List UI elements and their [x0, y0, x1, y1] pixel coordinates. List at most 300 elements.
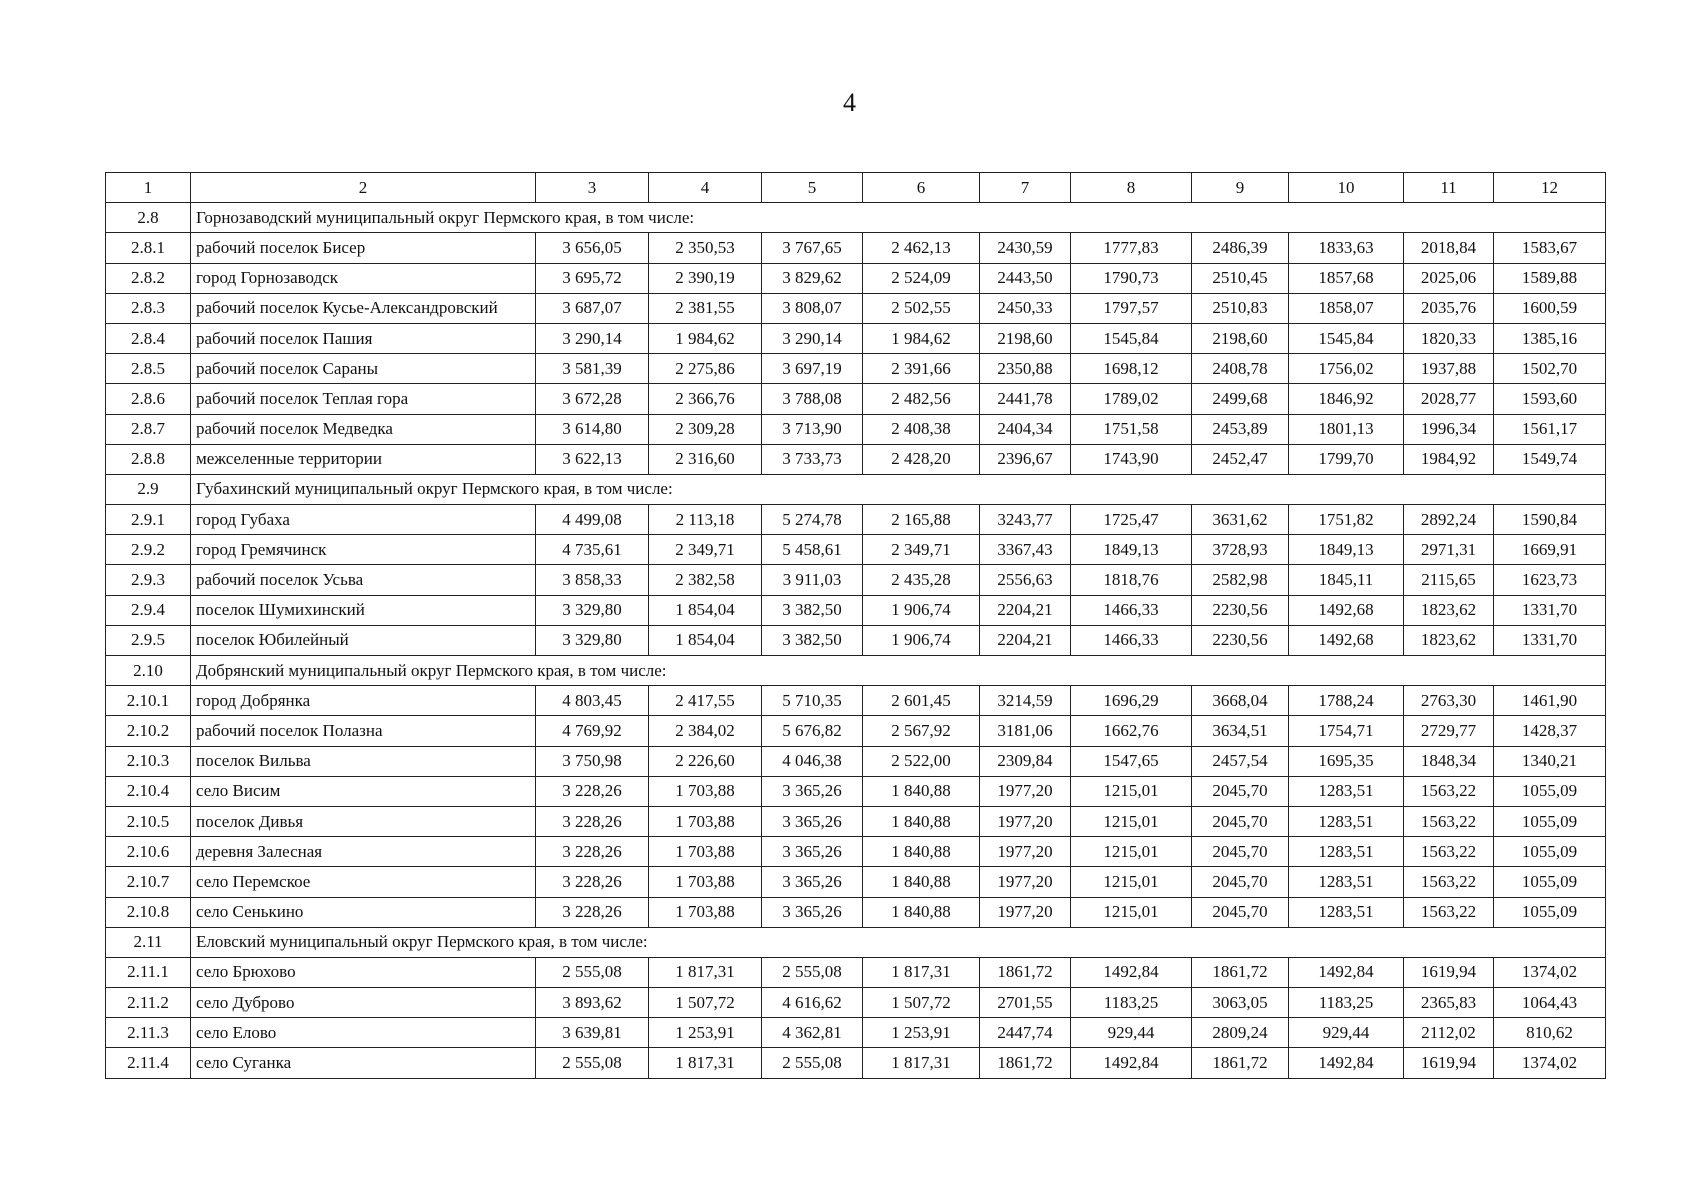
- value-cell: 2 382,58: [649, 565, 762, 595]
- value-cell: 2045,70: [1192, 897, 1289, 927]
- value-cell: 1977,20: [980, 867, 1071, 897]
- column-header: 11: [1404, 173, 1494, 203]
- section-title: Добрянский муниципальный округ Пермского края, в том числе:: [191, 656, 1606, 686]
- value-cell: 4 616,62: [762, 988, 863, 1018]
- row-code: 2.10.5: [106, 806, 191, 836]
- value-cell: 3214,59: [980, 686, 1071, 716]
- value-cell: 3 733,73: [762, 444, 863, 474]
- table-row: [106, 806, 1606, 836]
- value-cell: 1283,51: [1289, 837, 1404, 867]
- table-row: [106, 263, 1606, 293]
- settlement-name: село Елово: [191, 1018, 536, 1048]
- value-cell: 1977,20: [980, 837, 1071, 867]
- value-cell: 3 622,13: [536, 444, 649, 474]
- column-number-row: [106, 173, 1606, 203]
- value-cell: 1861,72: [1192, 957, 1289, 987]
- value-cell: 1858,07: [1289, 293, 1404, 323]
- value-cell: 2 275,86: [649, 354, 762, 384]
- value-cell: 1 817,31: [649, 957, 762, 987]
- value-cell: 3 695,72: [536, 263, 649, 293]
- value-cell: 3 228,26: [536, 897, 649, 927]
- value-cell: 2443,50: [980, 263, 1071, 293]
- value-cell: 1183,25: [1071, 988, 1192, 1018]
- settlement-name: рабочий поселок Теплая гора: [191, 384, 536, 414]
- value-cell: 3668,04: [1192, 686, 1289, 716]
- value-cell: 1563,22: [1404, 867, 1494, 897]
- settlement-name: рабочий поселок Сараны: [191, 354, 536, 384]
- value-cell: 2457,54: [1192, 746, 1289, 776]
- value-cell: 4 046,38: [762, 746, 863, 776]
- value-cell: 2 113,18: [649, 505, 762, 535]
- value-cell: 1064,43: [1494, 988, 1606, 1018]
- value-cell: 1 984,62: [649, 323, 762, 353]
- value-cell: 2 316,60: [649, 444, 762, 474]
- value-cell: 2309,84: [980, 746, 1071, 776]
- section-title: Горнозаводский муниципальный округ Пермского края, в том числе:: [191, 203, 1606, 233]
- table-row: [106, 233, 1606, 263]
- column-header: 9: [1192, 173, 1289, 203]
- settlement-name: поселок Вильва: [191, 746, 536, 776]
- value-cell: 2115,65: [1404, 565, 1494, 595]
- value-cell: 1788,24: [1289, 686, 1404, 716]
- section-row: [106, 656, 1606, 686]
- value-cell: 1428,37: [1494, 716, 1606, 746]
- value-cell: 1790,73: [1071, 263, 1192, 293]
- value-cell: 1937,88: [1404, 354, 1494, 384]
- value-cell: 2 555,08: [762, 1048, 863, 1078]
- value-cell: 2112,02: [1404, 1018, 1494, 1048]
- value-cell: 2045,70: [1192, 837, 1289, 867]
- row-code: 2.11.4: [106, 1048, 191, 1078]
- value-cell: 2 390,19: [649, 263, 762, 293]
- value-cell: 1492,84: [1289, 957, 1404, 987]
- value-cell: 1696,29: [1071, 686, 1192, 716]
- value-cell: 1777,83: [1071, 233, 1192, 263]
- value-cell: 3 788,08: [762, 384, 863, 414]
- settlement-name: село Сенькино: [191, 897, 536, 927]
- row-code: 2.8.2: [106, 263, 191, 293]
- section-title: Еловский муниципальный округ Пермского края, в том числе:: [191, 927, 1606, 957]
- value-cell: 1984,92: [1404, 444, 1494, 474]
- settlement-name: село Перемское: [191, 867, 536, 897]
- value-cell: 2 417,55: [649, 686, 762, 716]
- settlement-name: город Горнозаводск: [191, 263, 536, 293]
- value-cell: 2 366,76: [649, 384, 762, 414]
- value-cell: 2 384,02: [649, 716, 762, 746]
- value-cell: 1823,62: [1404, 595, 1494, 625]
- column-header: 5: [762, 173, 863, 203]
- settlement-name: рабочий поселок Бисер: [191, 233, 536, 263]
- settlement-name: рабочий поселок Медведка: [191, 414, 536, 444]
- settlement-name: рабочий поселок Полазна: [191, 716, 536, 746]
- value-cell: 2 226,60: [649, 746, 762, 776]
- table-row: [106, 625, 1606, 655]
- settlement-name: рабочий поселок Пашия: [191, 323, 536, 353]
- value-cell: 1 703,88: [649, 867, 762, 897]
- section-code: 2.11: [106, 927, 191, 957]
- value-cell: 1385,16: [1494, 323, 1606, 353]
- value-cell: 1797,57: [1071, 293, 1192, 323]
- value-cell: 1492,68: [1289, 625, 1404, 655]
- table-row: [106, 323, 1606, 353]
- value-cell: 5 676,82: [762, 716, 863, 746]
- value-cell: 1848,34: [1404, 746, 1494, 776]
- value-cell: 4 769,92: [536, 716, 649, 746]
- value-cell: 1055,09: [1494, 837, 1606, 867]
- section-row: [106, 474, 1606, 504]
- value-cell: 3 365,26: [762, 776, 863, 806]
- value-cell: 1 703,88: [649, 776, 762, 806]
- value-cell: 929,44: [1071, 1018, 1192, 1048]
- table-header: [106, 173, 1606, 203]
- table-row: [106, 988, 1606, 1018]
- table-row: [106, 535, 1606, 565]
- value-cell: 2452,47: [1192, 444, 1289, 474]
- value-cell: 1743,90: [1071, 444, 1192, 474]
- value-cell: 1 703,88: [649, 837, 762, 867]
- value-cell: 1563,22: [1404, 806, 1494, 836]
- settlement-name: город Добрянка: [191, 686, 536, 716]
- value-cell: 2045,70: [1192, 776, 1289, 806]
- value-cell: 3 713,90: [762, 414, 863, 444]
- value-cell: 1593,60: [1494, 384, 1606, 414]
- value-cell: 2025,06: [1404, 263, 1494, 293]
- settlement-name: поселок Дивья: [191, 806, 536, 836]
- value-cell: 2350,88: [980, 354, 1071, 384]
- row-code: 2.8.8: [106, 444, 191, 474]
- value-cell: 2430,59: [980, 233, 1071, 263]
- value-cell: 1725,47: [1071, 505, 1192, 535]
- table-row: [106, 565, 1606, 595]
- value-cell: 1215,01: [1071, 897, 1192, 927]
- value-cell: 2 165,88: [863, 505, 980, 535]
- value-cell: 2045,70: [1192, 806, 1289, 836]
- value-cell: 2453,89: [1192, 414, 1289, 444]
- value-cell: 2582,98: [1192, 565, 1289, 595]
- value-cell: 1492,84: [1071, 1048, 1192, 1078]
- value-cell: 2204,21: [980, 625, 1071, 655]
- row-code: 2.11.1: [106, 957, 191, 987]
- value-cell: 1845,11: [1289, 565, 1404, 595]
- value-cell: 1374,02: [1494, 957, 1606, 987]
- column-header: 12: [1494, 173, 1606, 203]
- value-cell: 1799,70: [1289, 444, 1404, 474]
- value-cell: 1857,68: [1289, 263, 1404, 293]
- value-cell: 2198,60: [980, 323, 1071, 353]
- value-cell: 2441,78: [980, 384, 1071, 414]
- value-cell: 929,44: [1289, 1018, 1404, 1048]
- row-code: 2.9.1: [106, 505, 191, 535]
- value-cell: 2510,45: [1192, 263, 1289, 293]
- settlement-name: село Висим: [191, 776, 536, 806]
- value-cell: 1055,09: [1494, 776, 1606, 806]
- row-code: 2.10.2: [106, 716, 191, 746]
- table-row: [106, 1048, 1606, 1078]
- value-cell: 2404,34: [980, 414, 1071, 444]
- value-cell: 1563,22: [1404, 776, 1494, 806]
- value-cell: 1623,73: [1494, 565, 1606, 595]
- value-cell: 1669,91: [1494, 535, 1606, 565]
- settlement-name: город Губаха: [191, 505, 536, 535]
- value-cell: 1977,20: [980, 776, 1071, 806]
- value-cell: 1861,72: [980, 1048, 1071, 1078]
- value-cell: 1751,82: [1289, 505, 1404, 535]
- value-cell: 2809,24: [1192, 1018, 1289, 1048]
- value-cell: 1 840,88: [863, 897, 980, 927]
- table-row: [106, 595, 1606, 625]
- value-cell: 2447,74: [980, 1018, 1071, 1048]
- value-cell: 2486,39: [1192, 233, 1289, 263]
- value-cell: 1 817,31: [863, 1048, 980, 1078]
- value-cell: 3243,77: [980, 505, 1071, 535]
- column-header: 4: [649, 173, 762, 203]
- value-cell: 1283,51: [1289, 867, 1404, 897]
- settlement-name: межселенные территории: [191, 444, 536, 474]
- value-cell: 2892,24: [1404, 505, 1494, 535]
- row-code: 2.9.3: [106, 565, 191, 595]
- value-cell: 1283,51: [1289, 897, 1404, 927]
- value-cell: 1818,76: [1071, 565, 1192, 595]
- value-cell: 3181,06: [980, 716, 1071, 746]
- value-cell: 1461,90: [1494, 686, 1606, 716]
- value-cell: 3 365,26: [762, 837, 863, 867]
- value-cell: 3 581,39: [536, 354, 649, 384]
- value-cell: 1331,70: [1494, 625, 1606, 655]
- value-cell: 3367,43: [980, 535, 1071, 565]
- value-cell: 1 703,88: [649, 806, 762, 836]
- row-code: 2.9.2: [106, 535, 191, 565]
- value-cell: 3 808,07: [762, 293, 863, 323]
- value-cell: 1374,02: [1494, 1048, 1606, 1078]
- value-cell: 3 228,26: [536, 776, 649, 806]
- table-row: [106, 776, 1606, 806]
- value-cell: 2230,56: [1192, 595, 1289, 625]
- value-cell: 1846,92: [1289, 384, 1404, 414]
- row-code: 2.9.5: [106, 625, 191, 655]
- value-cell: 2556,63: [980, 565, 1071, 595]
- value-cell: 1 507,72: [649, 988, 762, 1018]
- row-code: 2.10.3: [106, 746, 191, 776]
- value-cell: 1492,84: [1071, 957, 1192, 987]
- value-cell: 1823,62: [1404, 625, 1494, 655]
- row-code: 2.10.8: [106, 897, 191, 927]
- settlement-name: поселок Юбилейный: [191, 625, 536, 655]
- settlement-name: село Суганка: [191, 1048, 536, 1078]
- value-cell: 1563,22: [1404, 897, 1494, 927]
- value-cell: 2028,77: [1404, 384, 1494, 414]
- value-cell: 1 984,62: [863, 323, 980, 353]
- row-code: 2.8.4: [106, 323, 191, 353]
- value-cell: 1789,02: [1071, 384, 1192, 414]
- value-cell: 1619,94: [1404, 1048, 1494, 1078]
- table-row: [106, 444, 1606, 474]
- value-cell: 3 228,26: [536, 806, 649, 836]
- value-cell: 1 253,91: [649, 1018, 762, 1048]
- table-row: [106, 837, 1606, 867]
- value-cell: 1055,09: [1494, 867, 1606, 897]
- value-cell: 3 228,26: [536, 837, 649, 867]
- value-cell: 2 349,71: [649, 535, 762, 565]
- value-cell: 1849,13: [1289, 535, 1404, 565]
- value-cell: 3 365,26: [762, 897, 863, 927]
- value-cell: 1849,13: [1071, 535, 1192, 565]
- table-row: [106, 746, 1606, 776]
- page-number: 4: [843, 88, 856, 117]
- value-cell: 1662,76: [1071, 716, 1192, 746]
- value-cell: 2499,68: [1192, 384, 1289, 414]
- value-cell: 1545,84: [1071, 323, 1192, 353]
- row-code: 2.10.1: [106, 686, 191, 716]
- value-cell: 1751,58: [1071, 414, 1192, 444]
- value-cell: 1 507,72: [863, 988, 980, 1018]
- value-cell: 1 840,88: [863, 867, 980, 897]
- table-row: [106, 414, 1606, 444]
- value-cell: 1695,35: [1289, 746, 1404, 776]
- settlement-name: рабочий поселок Кусье-Александровский: [191, 293, 536, 323]
- value-cell: 2035,76: [1404, 293, 1494, 323]
- table-row: [106, 716, 1606, 746]
- value-cell: 3 911,03: [762, 565, 863, 595]
- value-cell: 1215,01: [1071, 776, 1192, 806]
- value-cell: 1583,67: [1494, 233, 1606, 263]
- value-cell: 2 391,66: [863, 354, 980, 384]
- value-cell: 2198,60: [1192, 323, 1289, 353]
- table-row: [106, 867, 1606, 897]
- row-code: 2.8.6: [106, 384, 191, 414]
- value-cell: 2 555,08: [536, 1048, 649, 1078]
- value-cell: 2018,84: [1404, 233, 1494, 263]
- value-cell: 2 309,28: [649, 414, 762, 444]
- value-cell: 2 408,38: [863, 414, 980, 444]
- row-code: 2.8.5: [106, 354, 191, 384]
- value-cell: 1861,72: [1192, 1048, 1289, 1078]
- value-cell: 1492,68: [1289, 595, 1404, 625]
- value-cell: 2510,83: [1192, 293, 1289, 323]
- value-cell: 3 656,05: [536, 233, 649, 263]
- value-cell: 3728,93: [1192, 535, 1289, 565]
- value-cell: 1215,01: [1071, 837, 1192, 867]
- value-cell: 1 817,31: [863, 957, 980, 987]
- table-row: [106, 897, 1606, 927]
- value-cell: 4 499,08: [536, 505, 649, 535]
- value-cell: 2408,78: [1192, 354, 1289, 384]
- table-row: [106, 384, 1606, 414]
- settlement-name: село Дуброво: [191, 988, 536, 1018]
- value-cell: 1820,33: [1404, 323, 1494, 353]
- column-header: 1: [106, 173, 191, 203]
- value-cell: 2450,33: [980, 293, 1071, 323]
- settlement-name: село Брюхово: [191, 957, 536, 987]
- value-cell: 1861,72: [980, 957, 1071, 987]
- settlement-name: поселок Шумихинский: [191, 595, 536, 625]
- value-cell: 5 458,61: [762, 535, 863, 565]
- column-header: 6: [863, 173, 980, 203]
- value-cell: 1977,20: [980, 806, 1071, 836]
- value-cell: 2 349,71: [863, 535, 980, 565]
- settlement-name: город Гремячинск: [191, 535, 536, 565]
- value-cell: 2729,77: [1404, 716, 1494, 746]
- value-cell: 3 687,07: [536, 293, 649, 323]
- value-cell: 1055,09: [1494, 806, 1606, 836]
- value-cell: 3 829,62: [762, 263, 863, 293]
- value-cell: 1756,02: [1289, 354, 1404, 384]
- section-code: 2.9: [106, 474, 191, 504]
- tariff-table: [105, 172, 1606, 1079]
- value-cell: 2365,83: [1404, 988, 1494, 1018]
- row-code: 2.8.3: [106, 293, 191, 323]
- value-cell: 1754,71: [1289, 716, 1404, 746]
- table-row: [106, 354, 1606, 384]
- column-header: 7: [980, 173, 1071, 203]
- row-code: 2.10.7: [106, 867, 191, 897]
- settlement-name: рабочий поселок Усьва: [191, 565, 536, 595]
- value-cell: 2396,67: [980, 444, 1071, 474]
- value-cell: 2 601,45: [863, 686, 980, 716]
- value-cell: 1215,01: [1071, 867, 1192, 897]
- value-cell: 2230,56: [1192, 625, 1289, 655]
- table-row: [106, 957, 1606, 987]
- value-cell: 1331,70: [1494, 595, 1606, 625]
- value-cell: 3 382,50: [762, 595, 863, 625]
- value-cell: 3 329,80: [536, 595, 649, 625]
- value-cell: 1 703,88: [649, 897, 762, 927]
- value-cell: 3 697,19: [762, 354, 863, 384]
- value-cell: 1183,25: [1289, 988, 1404, 1018]
- value-cell: 1340,21: [1494, 746, 1606, 776]
- column-header: 8: [1071, 173, 1192, 203]
- value-cell: 3 365,26: [762, 806, 863, 836]
- value-cell: 1 854,04: [649, 625, 762, 655]
- section-code: 2.10: [106, 656, 191, 686]
- value-cell: 2701,55: [980, 988, 1071, 1018]
- value-cell: 2 428,20: [863, 444, 980, 474]
- value-cell: 4 735,61: [536, 535, 649, 565]
- column-header: 3: [536, 173, 649, 203]
- value-cell: 3 767,65: [762, 233, 863, 263]
- value-cell: 3 228,26: [536, 867, 649, 897]
- value-cell: 3 382,50: [762, 625, 863, 655]
- table-row: [106, 505, 1606, 535]
- value-cell: 1545,84: [1289, 323, 1404, 353]
- value-cell: 1283,51: [1289, 776, 1404, 806]
- value-cell: 2 435,28: [863, 565, 980, 595]
- value-cell: 3 329,80: [536, 625, 649, 655]
- value-cell: 810,62: [1494, 1018, 1606, 1048]
- value-cell: 1977,20: [980, 897, 1071, 927]
- value-cell: 3 614,80: [536, 414, 649, 444]
- value-cell: 1547,65: [1071, 746, 1192, 776]
- value-cell: 1 854,04: [649, 595, 762, 625]
- value-cell: 3063,05: [1192, 988, 1289, 1018]
- value-cell: 1561,17: [1494, 414, 1606, 444]
- value-cell: 1600,59: [1494, 293, 1606, 323]
- value-cell: 2763,30: [1404, 686, 1494, 716]
- value-cell: 1 840,88: [863, 776, 980, 806]
- value-cell: 1590,84: [1494, 505, 1606, 535]
- value-cell: 1466,33: [1071, 595, 1192, 625]
- table-row: [106, 686, 1606, 716]
- row-code: 2.8.7: [106, 414, 191, 444]
- value-cell: 2 555,08: [536, 957, 649, 987]
- value-cell: 2 567,92: [863, 716, 980, 746]
- value-cell: 1563,22: [1404, 837, 1494, 867]
- value-cell: 1 840,88: [863, 837, 980, 867]
- value-cell: 3 365,26: [762, 867, 863, 897]
- value-cell: 4 803,45: [536, 686, 649, 716]
- value-cell: 5 274,78: [762, 505, 863, 535]
- settlement-name: деревня Залесная: [191, 837, 536, 867]
- value-cell: 2971,31: [1404, 535, 1494, 565]
